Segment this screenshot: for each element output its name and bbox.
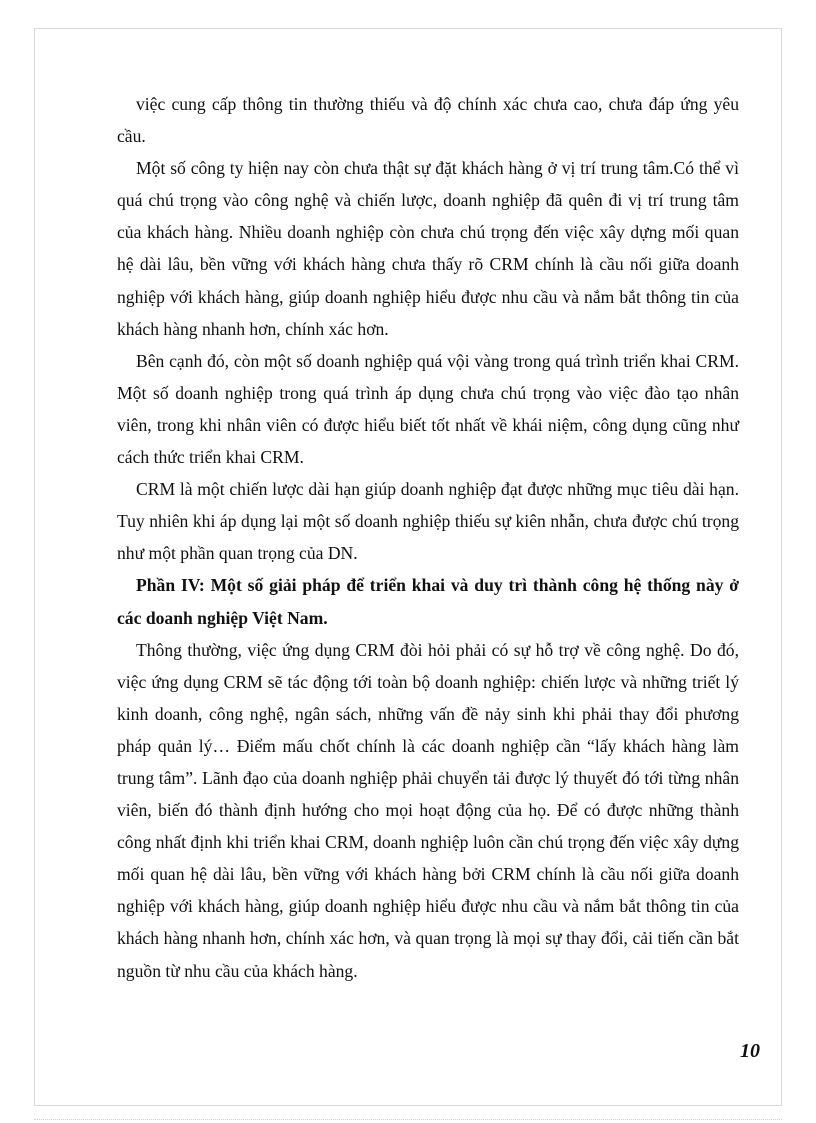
paragraph-customer-centric: Một số công ty hiện nay còn chưa thật sự đặt khách hàng ở vị trí trung tâm.Có thể vì quá chú trọng vào công nghệ và chiến lược, doanh nghiệp đã quên đi vị trí trung tâm của khách hàng. Nhiều doanh nghiệp còn chưa chú trọng đến việc xây dựng mối quan hệ dài lâu, bền vững với khách hàng chưa thấy rõ CRM chính là cầu nối giữa doanh nghiệp với khách hàng, giúp doanh nghiệp hiểu được nhu cầu và nắm bắt thông tin của khách hàng nhanh hơn, chính xác hơn. bbox=[117, 158, 739, 339]
document-body bbox=[117, 88, 739, 987]
paragraph-long-term-strategy: CRM là một chiến lược dài hạn giúp doanh nghiệp đạt được những mục tiêu dài hạn. Tuy nhiên khi áp dụng lại một số doanh nghiệp thiếu sự kiên nhẫn, chưa được chú trọng như một phần quan trọng của DN. bbox=[117, 479, 739, 564]
page-number: 10 bbox=[740, 1040, 760, 1062]
paragraph-hasty-deployment: Bên cạnh đó, còn một số doanh nghiệp quá vội vàng trong quá trình triển khai CRM. Một số doanh nghiệp trong quá trình áp dụng chưa chú trọng vào việc đào tạo nhân viên, trong khi nhân viên có được hiểu biết tốt nhất về khái niệm, công dụng cũng như cách thức triển khai CRM. bbox=[117, 350, 739, 468]
section-heading: Phần IV: Một số giải pháp để triển khai và duy trì thành công hệ thống này ở các doanh nghiệp Việt Nam. bbox=[117, 575, 739, 628]
paragraph-continuation: việc cung cấp thông tin thường thiếu và độ chính xác chưa cao, chưa đáp ứng yêu cầu. bbox=[117, 94, 739, 147]
footer-divider bbox=[34, 1119, 782, 1120]
paragraph-solutions: Thông thường, việc ứng dụng CRM đòi hỏi phải có sự hỗ trợ về công nghệ. Do đó, việc ứng dụng CRM sẽ tác động tới toàn bộ doanh nghiệp: chiến lược và những triết lý kinh doanh, công nghệ, ngân sách, những vấn đề nảy sinh khi phải thay đổi phương pháp quản lý… Điểm mấu chốt chính là các doanh nghiệp cần “lấy khách hàng làm trung tâm”. Lãnh đạo của doanh nghiệp phải chuyển tải được lý thuyết đó tới từng nhân viên, biến đó thành định hướng cho mọi hoạt động của họ. Để có được những thành công nhất định khi triển khai CRM, doanh nghiệp luôn cần chú trọng đến việc xây dựng mối quan hệ dài lâu, bền vững với khách hàng bởi CRM chính là cầu nối giữa doanh nghiệp với khách hàng, giúp doanh nghiệp hiểu được nhu cầu và nắm bắt thông tin của khách hàng nhanh hơn, chính xác hơn, và quan trọng là mọi sự thay đổi, cải tiến cần bắt nguồn từ nhu cầu của khách hàng. bbox=[117, 639, 739, 981]
